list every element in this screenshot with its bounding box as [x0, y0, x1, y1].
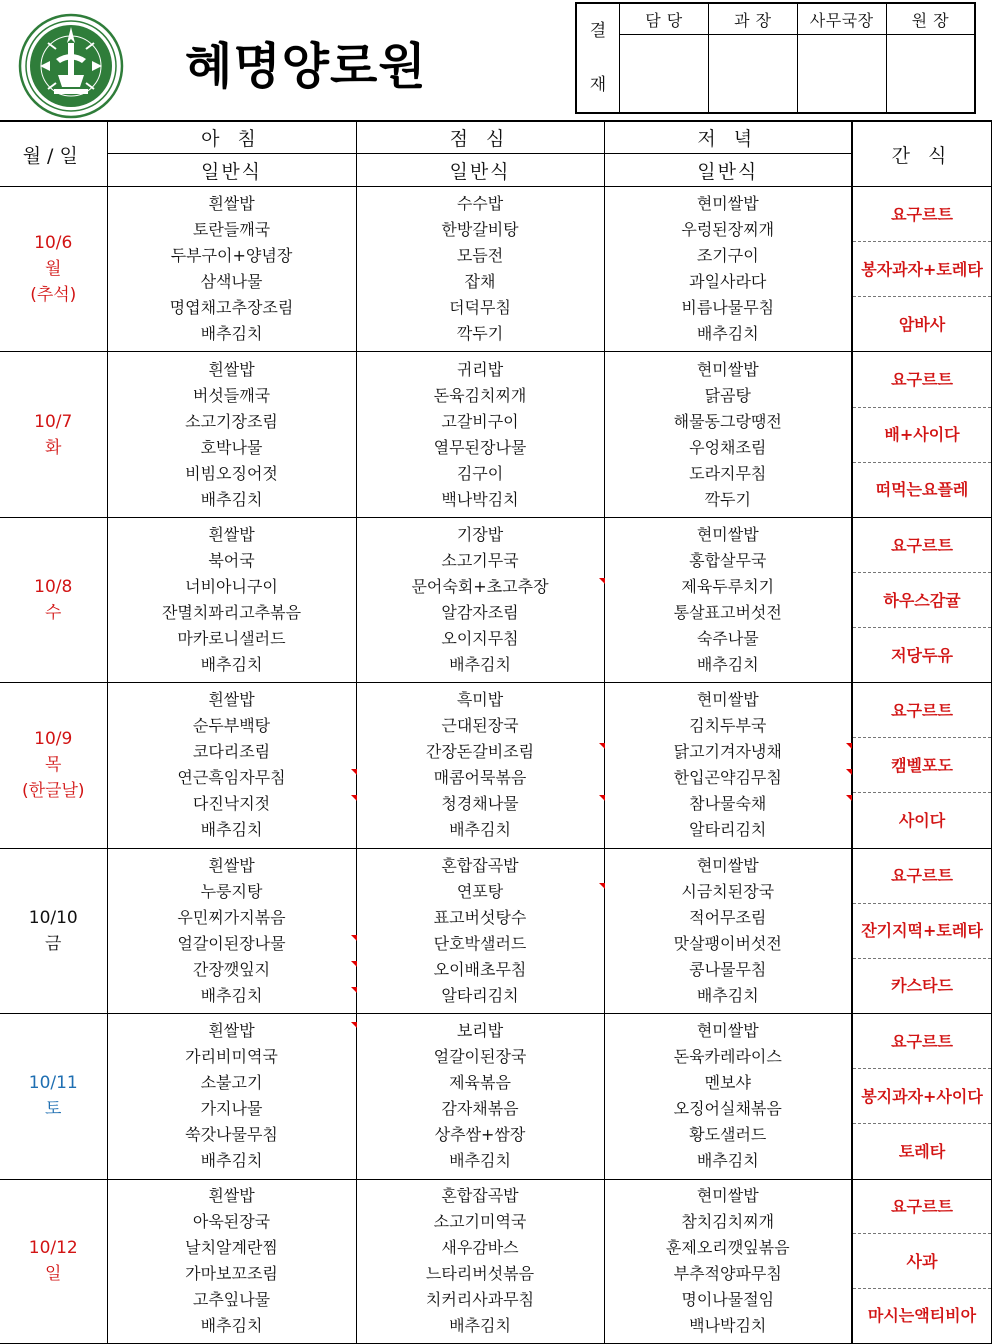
menu-item: 보리밥 [456, 1021, 504, 1041]
date-cell [0, 352, 107, 517]
snack-item: 사과 [853, 1234, 991, 1289]
menu-item: 돈육김치찌개 [433, 385, 527, 405]
menu-item: 가지나물 [200, 1099, 263, 1119]
menu-item: 매콤어묵볶음 [433, 768, 527, 788]
menu-item: 북어국 [208, 551, 255, 571]
menu-item: 한방갈비탕 [441, 220, 519, 240]
signature-slot[interactable] [708, 35, 797, 114]
menu-item: 단호박샐러드 [433, 933, 527, 953]
menu-item: 알타리김치 [441, 985, 519, 1005]
snack-cell [852, 187, 992, 352]
day-weekday: 금 [45, 933, 62, 954]
menu-item: 흰쌀밥 [208, 690, 255, 710]
day-date: 10/7 [34, 411, 73, 432]
snack-list [853, 187, 991, 351]
menu-item: 깍두기 [704, 489, 751, 509]
menu-item: 김구이 [456, 463, 504, 483]
menu-item: 흑미밥 [456, 690, 504, 710]
menu-item: 두부구이+양념장 [170, 246, 293, 266]
day-row [0, 848, 992, 1013]
day-row [0, 1179, 992, 1343]
snack-item: 요구르트 [853, 353, 991, 408]
diet-subheader: 일반식 [604, 154, 852, 187]
snack-item: 요구르트 [853, 187, 991, 242]
snack-item: 사이다 [898, 810, 946, 830]
menu-item: 배추김치 [200, 985, 263, 1005]
approval-role: 과 장 [708, 3, 797, 35]
menu-item: 제육두루치기 [681, 577, 775, 597]
menu-item: 호박나물 [200, 437, 263, 457]
menu-item: 조기구이 [696, 246, 759, 266]
menu-item: 소불고기 [200, 1073, 263, 1093]
day-date: 10/6 [34, 233, 73, 254]
menu-item: 배추김치 [449, 655, 511, 675]
dinner-cell [604, 352, 852, 517]
snack-cell [852, 683, 992, 848]
snack-item: 요구르트 [853, 683, 991, 738]
menu-item: 오징어실채볶음 [673, 1099, 782, 1119]
snack-item: 배+사이다 [853, 408, 991, 463]
snack-item: 요구르트 [853, 849, 991, 904]
menu-item: 배추김치 [200, 1151, 263, 1171]
menu-item: 문어숙회+초고추장 [411, 577, 549, 597]
signature-slot[interactable] [797, 35, 886, 114]
day-row [0, 1014, 992, 1179]
approval-box [575, 2, 976, 114]
menu-item: 배추김치 [696, 985, 759, 1005]
comment-marker-icon[interactable] [846, 769, 852, 775]
date-cell [0, 517, 107, 682]
menu-item: 백나박김치 [441, 489, 519, 509]
menu-item: 배추김치 [200, 324, 263, 344]
menu-item: 현미쌀밥 [696, 690, 759, 710]
day-date: 10/12 [28, 1238, 78, 1259]
menu-item: 적어무조림 [689, 907, 767, 927]
lunch-cell [356, 352, 604, 517]
approval-role: 사무국장 [797, 3, 886, 35]
menu-item: 흰쌀밥 [208, 1021, 255, 1041]
menu-item: 백나박김치 [689, 1316, 767, 1336]
menu-body [0, 187, 992, 1344]
approval-label: 결 재 [576, 3, 620, 113]
menu-item: 알감자조림 [441, 603, 519, 623]
menu-item: 과일사라다 [689, 272, 767, 292]
menu-item: 연근흑임자무침 [177, 768, 286, 788]
menu-item: 흰쌀밥 [208, 359, 255, 379]
emblem-logo [18, 13, 124, 119]
menu-item: 가마보꼬조림 [185, 1264, 278, 1284]
menu-item: 훈제오리깻잎볶음 [665, 1238, 790, 1258]
menu-item: 맛살팽이버섯전 [673, 933, 782, 953]
menu-item: 귀리밥 [456, 359, 504, 379]
menu-item: 배추김치 [200, 489, 263, 509]
snack-cell [852, 1014, 992, 1179]
menu-item: 명엽채고추장조림 [169, 298, 294, 318]
menu-item: 콩나물무침 [689, 959, 767, 979]
snack-list [853, 1014, 991, 1178]
snack-item: 토레타 [898, 1141, 946, 1161]
header [0, 0, 992, 120]
day-weekday: 월 [45, 259, 62, 280]
lunch-cell [356, 187, 604, 352]
menu-item: 고추잎나물 [192, 1290, 271, 1310]
weekly-menu-table [0, 120, 992, 1344]
menu-item: 알타리김치 [689, 820, 767, 840]
diet-subheader: 일반식 [356, 154, 604, 187]
day-row [0, 683, 992, 848]
menu-item: 가리비미역국 [185, 1047, 278, 1067]
menu-item: 간장깻잎지 [192, 959, 271, 979]
date-cell [0, 683, 107, 848]
signature-slot[interactable] [620, 35, 709, 114]
menu-item: 우엉채조림 [689, 437, 767, 457]
snack-list [853, 1180, 991, 1343]
menu-item: 토란들깨국 [192, 220, 271, 240]
menu-item: 현미쌀밥 [696, 359, 759, 379]
menu-item: 우민찌가지볶음 [177, 907, 286, 927]
menu-item: 감자채볶음 [441, 1099, 519, 1119]
menu-item: 홍합살무국 [689, 551, 767, 571]
day-weekday: 목 [45, 755, 62, 776]
breakfast-cell [107, 1014, 356, 1179]
date-cell [0, 1014, 107, 1179]
menu-item: 아욱된장국 [192, 1212, 271, 1232]
menu-item: 상추쌈+쌈장 [434, 1125, 526, 1145]
comment-marker-icon[interactable] [846, 743, 852, 749]
day-row [0, 187, 992, 352]
snack-item: 잔기지떡+토레타 [853, 904, 991, 959]
snack-item: 암바사 [898, 314, 946, 334]
menu-item: 느타리버섯볶음 [425, 1264, 535, 1284]
dinner-cell [604, 1014, 852, 1179]
menu-item: 소고기미역국 [433, 1212, 527, 1232]
menu-item: 연포탕 [456, 881, 504, 901]
menu-item: 열무된장나물 [433, 437, 527, 457]
snack-item: 봉자과자+토레타 [853, 242, 991, 297]
snack-cell [852, 517, 992, 682]
snack-list [853, 683, 991, 847]
breakfast-cell [107, 517, 356, 682]
menu-item: 소고기장조림 [185, 411, 278, 431]
snack-header: 간 식 [852, 121, 992, 187]
dinner-cell [604, 683, 852, 848]
menu-item: 황도샐러드 [689, 1125, 767, 1145]
menu-item: 흰쌀밥 [208, 525, 255, 545]
menu-item: 현미쌀밥 [696, 1186, 759, 1206]
snack-item: 저당두유 [891, 645, 953, 665]
lunch-cell [356, 1014, 604, 1179]
menu-item: 혼합잡곡밥 [441, 855, 519, 875]
menu-item: 모듬전 [456, 246, 504, 266]
menu-item: 잔멸치꽈리고추볶음 [161, 603, 302, 623]
menu-item: 배추김치 [696, 1151, 759, 1171]
lunch-header: 점 심 [356, 121, 604, 154]
menu-item: 얼갈이된장국 [433, 1047, 527, 1067]
snack-item: 캠벨포도 [853, 738, 991, 793]
menu-item: 마카로니샐러드 [177, 629, 286, 649]
menu-item: 다진낙지젓 [192, 794, 271, 814]
approval-role: 담 당 [620, 3, 709, 35]
menu-item: 치커리사과무침 [425, 1290, 535, 1310]
day-weekday: 일 [45, 1264, 62, 1285]
snack-item: 요구르트 [853, 1180, 991, 1235]
day-date: 10/11 [28, 1073, 78, 1094]
breakfast-header: 아 침 [107, 121, 356, 154]
menu-item: 해물동그랑땡전 [673, 411, 782, 431]
menu-item: 배추김치 [200, 1316, 263, 1336]
menu-item: 얼갈이된장나물 [177, 933, 286, 953]
diet-subheader: 일반식 [107, 154, 356, 187]
menu-item: 간장돈갈비조림 [425, 742, 535, 762]
day-weekday: 수 [45, 603, 62, 624]
menu-item: 기장밥 [456, 525, 504, 545]
menu-item: 부추적양파무침 [673, 1264, 782, 1284]
breakfast-cell [107, 187, 356, 352]
menu-item: 배추김치 [449, 1151, 511, 1171]
breakfast-cell [107, 352, 356, 517]
menu-item: 수수밥 [456, 194, 504, 214]
menu-item: 도라지무침 [689, 463, 767, 483]
menu-item: 닭곰탕 [704, 385, 751, 405]
menu-item: 배추김치 [696, 324, 759, 344]
snack-item: 카스타드 [891, 976, 953, 996]
menu-item: 현미쌀밥 [696, 855, 759, 875]
dinner-cell [604, 517, 852, 682]
menu-item: 오이지무침 [441, 629, 519, 649]
menu-item: 쑥갓나물무침 [185, 1125, 278, 1145]
menu-item: 비름나물무침 [681, 298, 775, 318]
date-header: 월/일 [0, 121, 107, 187]
menu-item: 배추김치 [200, 655, 263, 675]
snack-list [853, 849, 991, 1013]
dinner-header: 저 녁 [604, 121, 852, 154]
snack-cell [852, 848, 992, 1013]
menu-item: 깍두기 [456, 324, 504, 344]
menu-item: 흰쌀밥 [208, 194, 255, 214]
menu-item: 날치알계란찜 [185, 1238, 278, 1258]
dinner-cell [604, 848, 852, 1013]
day-date: 10/8 [34, 577, 73, 598]
menu-item: 제육볶음 [449, 1073, 511, 1093]
page-title: 혜명양로원 [185, 38, 427, 95]
menu-item: 참치김치찌개 [681, 1212, 775, 1232]
day-row [0, 352, 992, 517]
day-note: (한글날) [21, 781, 85, 802]
snack-list [853, 518, 991, 682]
menu-item: 우렁된장찌개 [681, 220, 775, 240]
menu-item: 흰쌀밥 [208, 1186, 255, 1206]
menu-item: 김치두부국 [689, 716, 767, 736]
snack-item: 마시는액티비아 [867, 1306, 977, 1326]
date-cell [0, 848, 107, 1013]
lunch-cell [356, 1179, 604, 1343]
lunch-cell [356, 517, 604, 682]
snack-cell [852, 352, 992, 517]
approval-role: 원 장 [886, 3, 975, 35]
dinner-cell [604, 1179, 852, 1343]
breakfast-cell [107, 683, 356, 848]
day-date: 10/10 [28, 907, 78, 928]
snack-cell [852, 1179, 992, 1343]
menu-item: 오이배초무침 [433, 959, 527, 979]
breakfast-cell [107, 1179, 356, 1343]
day-weekday: 토 [45, 1099, 62, 1120]
snack-item: 하우스감귤 [853, 573, 991, 628]
menu-item: 버섯들깨국 [192, 385, 271, 405]
menu-item: 더덕무침 [449, 298, 511, 318]
menu-item: 혼합잡곡밥 [441, 1186, 519, 1206]
menu-item: 코다리조림 [192, 742, 271, 762]
menu-item: 돈육카레라이스 [673, 1047, 782, 1067]
comment-marker-icon[interactable] [846, 795, 852, 801]
menu-item: 현미쌀밥 [696, 525, 759, 545]
day-date: 10/9 [34, 729, 73, 750]
menu-item: 참나물숙채 [689, 794, 767, 814]
menu-item: 배추김치 [449, 1316, 511, 1336]
day-weekday: 화 [45, 437, 62, 458]
snack-list [853, 353, 991, 517]
menu-item: 배추김치 [696, 655, 759, 675]
menu-item: 청경채나물 [441, 794, 519, 814]
menu-item: 삼색나물 [200, 272, 263, 292]
day-row [0, 517, 992, 682]
menu-item: 소고기무국 [441, 551, 519, 571]
menu-item: 현미쌀밥 [696, 194, 759, 214]
menu-item: 명이나물절임 [681, 1290, 775, 1310]
menu-item: 배추김치 [200, 820, 263, 840]
date-cell [0, 1179, 107, 1343]
menu-item: 한입곤약김무침 [673, 768, 782, 788]
menu-item: 누룽지탕 [200, 881, 263, 901]
breakfast-cell [107, 848, 356, 1013]
menu-item: 비빔오징어젓 [185, 463, 278, 483]
menu-item: 새우감바스 [441, 1238, 519, 1258]
menu-item: 시금치된장국 [681, 881, 775, 901]
menu-item: 잡채 [464, 272, 496, 292]
menu-item: 근대된장국 [441, 716, 519, 736]
menu-item: 숙주나물 [696, 629, 759, 649]
date-cell [0, 187, 107, 352]
menu-item: 멘보샤 [704, 1073, 751, 1093]
signature-slot[interactable] [886, 35, 975, 114]
day-note: (추석) [30, 285, 77, 306]
snack-item: 떠먹는요플레 [875, 480, 969, 500]
menu-item: 닭고기겨자냉채 [673, 742, 782, 762]
menu-item: 너비아니구이 [185, 577, 278, 597]
menu-item: 표고버섯탕수 [433, 907, 527, 927]
lunch-cell [356, 683, 604, 848]
snack-item: 봉지과자+사이다 [853, 1069, 991, 1124]
menu-item: 순두부백탕 [192, 716, 271, 736]
snack-item: 요구르트 [853, 1014, 991, 1069]
menu-item: 현미쌀밥 [696, 1021, 759, 1041]
lunch-cell [356, 848, 604, 1013]
snack-item: 요구르트 [853, 518, 991, 573]
menu-item: 고갈비구이 [441, 411, 519, 431]
menu-item: 흰쌀밥 [208, 855, 255, 875]
menu-item: 통살표고버섯전 [673, 603, 782, 623]
dinner-cell [604, 187, 852, 352]
menu-item: 배추김치 [449, 820, 511, 840]
